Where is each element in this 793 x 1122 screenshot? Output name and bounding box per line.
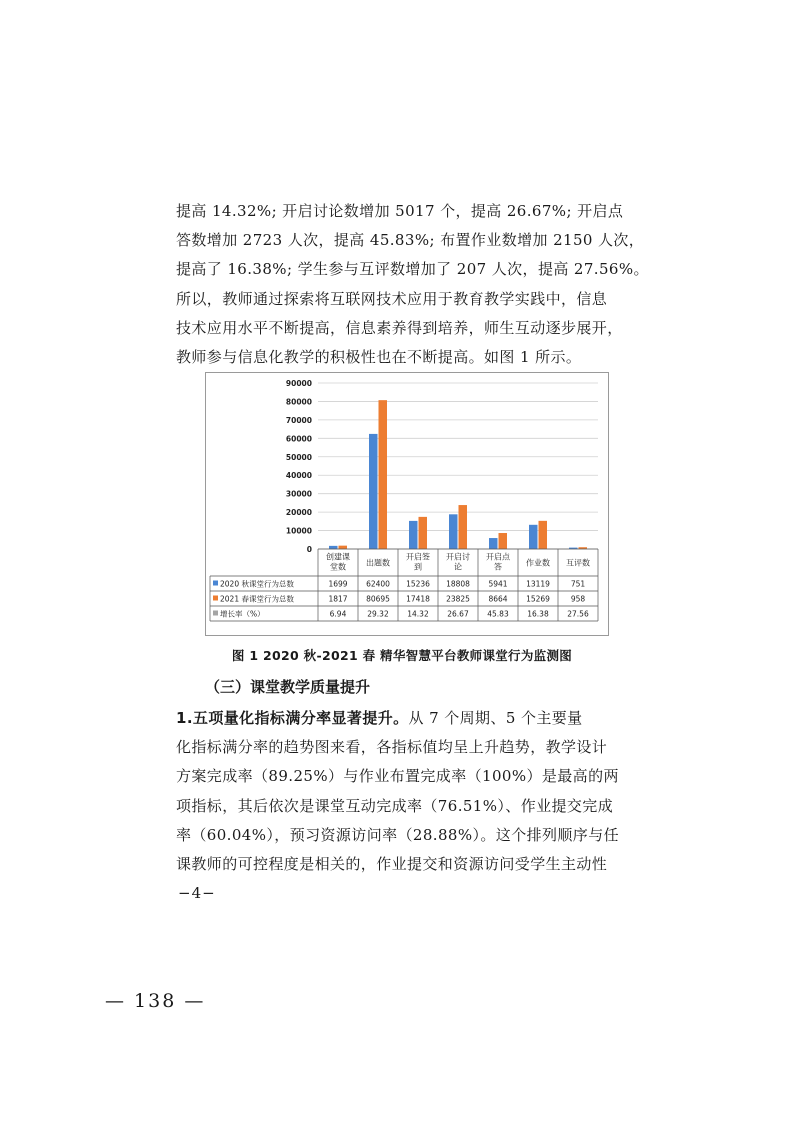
legend-key-growth-rate [213,611,218,616]
text-line: 项指标，其后依次是课堂互动完成率（76.51%）、作业提交完成 [176,796,614,815]
figure-caption: 图 1 2020 秋-2021 春 精华智慧平台教师课堂行为监测图 [231,648,573,663]
table-cell-growth-rate: 6.94 [329,609,347,619]
category-label: 开启点 [486,552,510,562]
table-cell-growth-rate: 26.67 [447,609,469,619]
paragraph-lead-bold: 1.五项量化指标满分率显著提升。 [176,709,409,727]
table-cell-series-2021: 17418 [406,594,430,604]
legend-key-series-2021 [213,596,218,601]
y-tick-label: 30000 [285,489,312,499]
bar-series-2021 [499,533,508,549]
body-paragraph-2 [176,704,628,879]
table-cell-series-2021: 23825 [446,594,470,604]
text-line: 化指标满分率的趋势图来看，各指标值均呈上升趋势，教学设计 [176,738,608,757]
text-line: 提高 14.32%; 开启讨论数增加 5017 个，提高 26.67%; 开启点 [176,202,624,220]
text-line-with-lead [176,704,628,733]
category-label: 堂数 [330,562,346,572]
bar-chart-with-data-table [206,373,608,635]
category-label: 互评数 [566,558,590,568]
table-cell-series-2020: 15236 [406,579,430,589]
text-line: 率（60.04%），预习资源访问率（28.88%）。这个排列顺序与任 [176,825,619,844]
row-label-growth-rate: 增长率（%） [220,609,265,619]
text-line: 方案完成率（89.25%）与作业布置完成率（100%）是最高的两 [176,767,619,786]
bar-series-2021 [339,546,348,549]
table-cell-growth-rate: 27.56 [567,609,589,619]
text-line: 提高了 16.38%; 学生参与互评数增加了 207 人次，提高 27.56%。 [176,260,649,279]
category-label: 论 [454,562,462,572]
table-cell-series-2020: 13119 [526,579,550,589]
category-label: 作业数 [526,558,550,568]
category-label: 开启签 [406,552,430,562]
text-line: 技术应用水平不断提高，信息素养得到培养，师生互动逐步展开， [176,318,623,337]
bar-series-2021 [379,400,388,549]
bar-series-2020 [409,521,418,549]
y-tick-label: 60000 [285,434,312,444]
category-label: 开启讨 [446,552,470,562]
y-tick-label: 10000 [285,526,312,536]
y-tick-label: 20000 [285,508,312,518]
table-cell-series-2021: 15269 [526,594,550,604]
table-cell-growth-rate: 29.32 [367,609,389,619]
category-label: 答 [494,562,502,572]
bar-series-2020 [449,514,458,549]
bar-series-2021 [419,517,428,549]
figure-1-chart [205,372,609,636]
text-line-continuation: 从 7 个周期、5 个主要量 [408,709,583,727]
row-label-series-2021: 2021 春课堂行为总数 [220,594,294,604]
bar-series-2020 [489,538,498,549]
y-tick-label: 90000 [285,379,312,388]
table-cell-series-2021: 8664 [488,594,508,604]
bar-series-2020 [529,525,538,549]
text-line: 答数增加 2723 人次，提高 45.83%; 布置作业数增加 2150 人次， [176,231,645,250]
category-label: 到 [414,562,422,572]
y-tick-label: 50000 [285,452,312,462]
table-cell-series-2020: 751 [570,579,586,589]
text-line: 课教师的可控程度是相关的，作业提交和资源访问受学生主动性 [176,855,608,874]
category-label: 出题数 [366,558,390,568]
table-cell-growth-rate: 45.83 [487,609,509,619]
body-paragraph-1 [176,197,649,372]
y-tick-label: 40000 [285,471,312,481]
table-cell-series-2021: 958 [570,594,586,604]
table-cell-growth-rate: 16.38 [527,609,549,619]
bar-series-2020 [369,434,378,549]
y-tick-label: 70000 [285,415,312,425]
table-cell-growth-rate: 14.32 [407,609,429,619]
bar-series-2021 [539,521,548,549]
bar-series-2020 [329,546,338,549]
legend-key-series-2020 [213,581,218,586]
text-line: 教师参与信息化教学的积极性也在不断提高。如图 1 所示。 [176,348,582,367]
table-cell-series-2020: 62400 [366,579,390,589]
row-label-series-2020: 2020 秋课堂行为总数 [220,579,294,589]
bar-series-2021 [459,505,468,549]
table-cell-series-2020: 5941 [488,579,508,589]
table-cell-series-2021: 80695 [366,594,390,604]
category-label: 创建课 [326,552,350,562]
text-line: 所以，教师通过探索将互联网技术应用于教育教学实践中，信息 [176,289,608,308]
table-cell-series-2020: 1699 [328,579,348,589]
y-tick-label: 80000 [285,397,312,407]
y-tick-label: 0 [306,545,312,554]
table-cell-series-2021: 1817 [328,594,348,604]
section-heading: （三）课堂教学质量提升 [205,678,371,696]
inner-page-number: −4− [178,884,216,902]
table-cell-series-2020: 18808 [446,579,470,589]
outer-page-number: — 138 — [105,990,206,1012]
